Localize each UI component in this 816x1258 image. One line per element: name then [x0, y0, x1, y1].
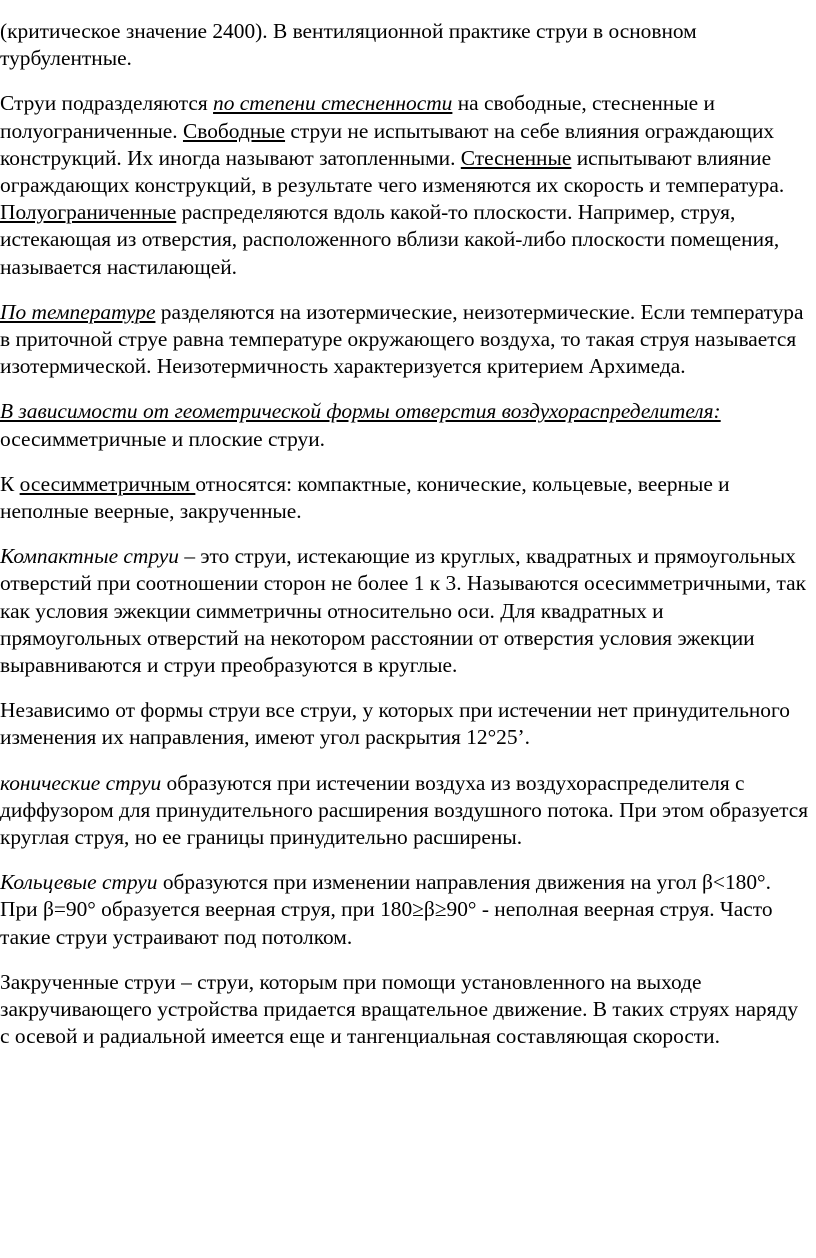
- term-confined: Стесненные: [460, 145, 572, 170]
- text-run: образуются при истечении воздуха из воздухораспределителя с диффузором для принудительного расширения воздушного потока. При этом образуется круглая струя, но ее границы принудительно расширены.: [0, 770, 809, 850]
- paragraph-annular: [0, 869, 810, 951]
- text-run: Независимо от формы струи все струи, у которых при истечении нет принудительного изменения их направления, имеют угол раскрытия 12°25’.: [0, 698, 790, 750]
- paragraph-angle: [0, 697, 810, 751]
- text-run: разделяются на изотермические, неизотермические. Если температура в приточной струе равна температуре окружающего воздуха, то такая струя называется изотермической. Неизотермичность характеризуется критерием Архимеда.: [0, 299, 804, 379]
- term-annular: Кольцевые струи: [0, 870, 158, 895]
- text-run: – это струи, истекающие из круглых, квадратных и прямоугольных отверстий при соотношении сторон не более 1 к 3. Называются осесимметричными, так как условия эжекции симметричны относительно оси. Для квадратных и прямоугольных отверстий на некотором расстоянии от отверстия условия эжекции выравниваются и струи преобразуются в круглые.: [0, 544, 806, 678]
- paragraph-geometry: [0, 398, 810, 452]
- text-run: испытывают влияние ограждающих конструкций, в результате чего изменяются их скорость и температура.: [0, 145, 785, 198]
- term-axisymmetric: осесимметричным: [19, 471, 196, 496]
- subheading-temperature: По температуре: [0, 299, 156, 324]
- term-conical: конические струи: [0, 770, 162, 795]
- text-run: относятся: компактные, конические, кольцевые, веерные и неполные веерные, закрученные.: [0, 471, 730, 524]
- text-run: осесимметричные и плоские струи.: [0, 426, 326, 451]
- paragraph-conical: [0, 770, 810, 852]
- text-run: Закрученные струи – струи, которым при помощи установленного на выходе закручивающего устройства придается вращательное движение. В таких струях наряду с осевой и радиальной имеется еще и тангенциальная составляющая скорости.: [0, 969, 799, 1049]
- paragraph-intro: [0, 18, 810, 72]
- paragraph-axisymmetric: [0, 471, 810, 525]
- subheading-confinement: по степени стесненности: [213, 91, 453, 116]
- term-semi-bounded: Полуограниченные: [0, 200, 177, 225]
- text-run: распределяются вдоль какой-то плоскости. Например, струя, истекающая из отверстия, расположенного вблизи какой-либо плоскости помещения, называется настилающей.: [0, 200, 780, 279]
- subheading-geometry: В зависимости от геометрической формы отверстия воздухораспределителя:: [0, 399, 721, 424]
- term-free: Свободные: [182, 118, 286, 143]
- paragraph-compact: [0, 543, 810, 679]
- text-run: на свободные, стесненные и полуограниченные.: [0, 91, 715, 143]
- term-compact: Компактные струи: [0, 544, 179, 569]
- paragraph-temperature: [0, 299, 810, 381]
- text-run: К: [0, 471, 20, 496]
- paragraph-confinement: [0, 90, 810, 280]
- text-run: Струи подразделяются: [0, 91, 214, 116]
- text-run: (критическое значение 2400). В вентиляционной практике струи в основном турбулентные.: [0, 19, 697, 71]
- paragraph-swirled: [0, 969, 810, 1051]
- text-run: струи не испытывают на себе влияния ограждающих конструкций. Их иногда называют затопленными.: [0, 118, 775, 170]
- text-run: образуются при изменении направления движения на угол β<180°. При β=90° образуется веерная струя, при 180≥β≥90° - неполная веерная струя. Часто такие струи устраивают под потолком.: [0, 870, 773, 949]
